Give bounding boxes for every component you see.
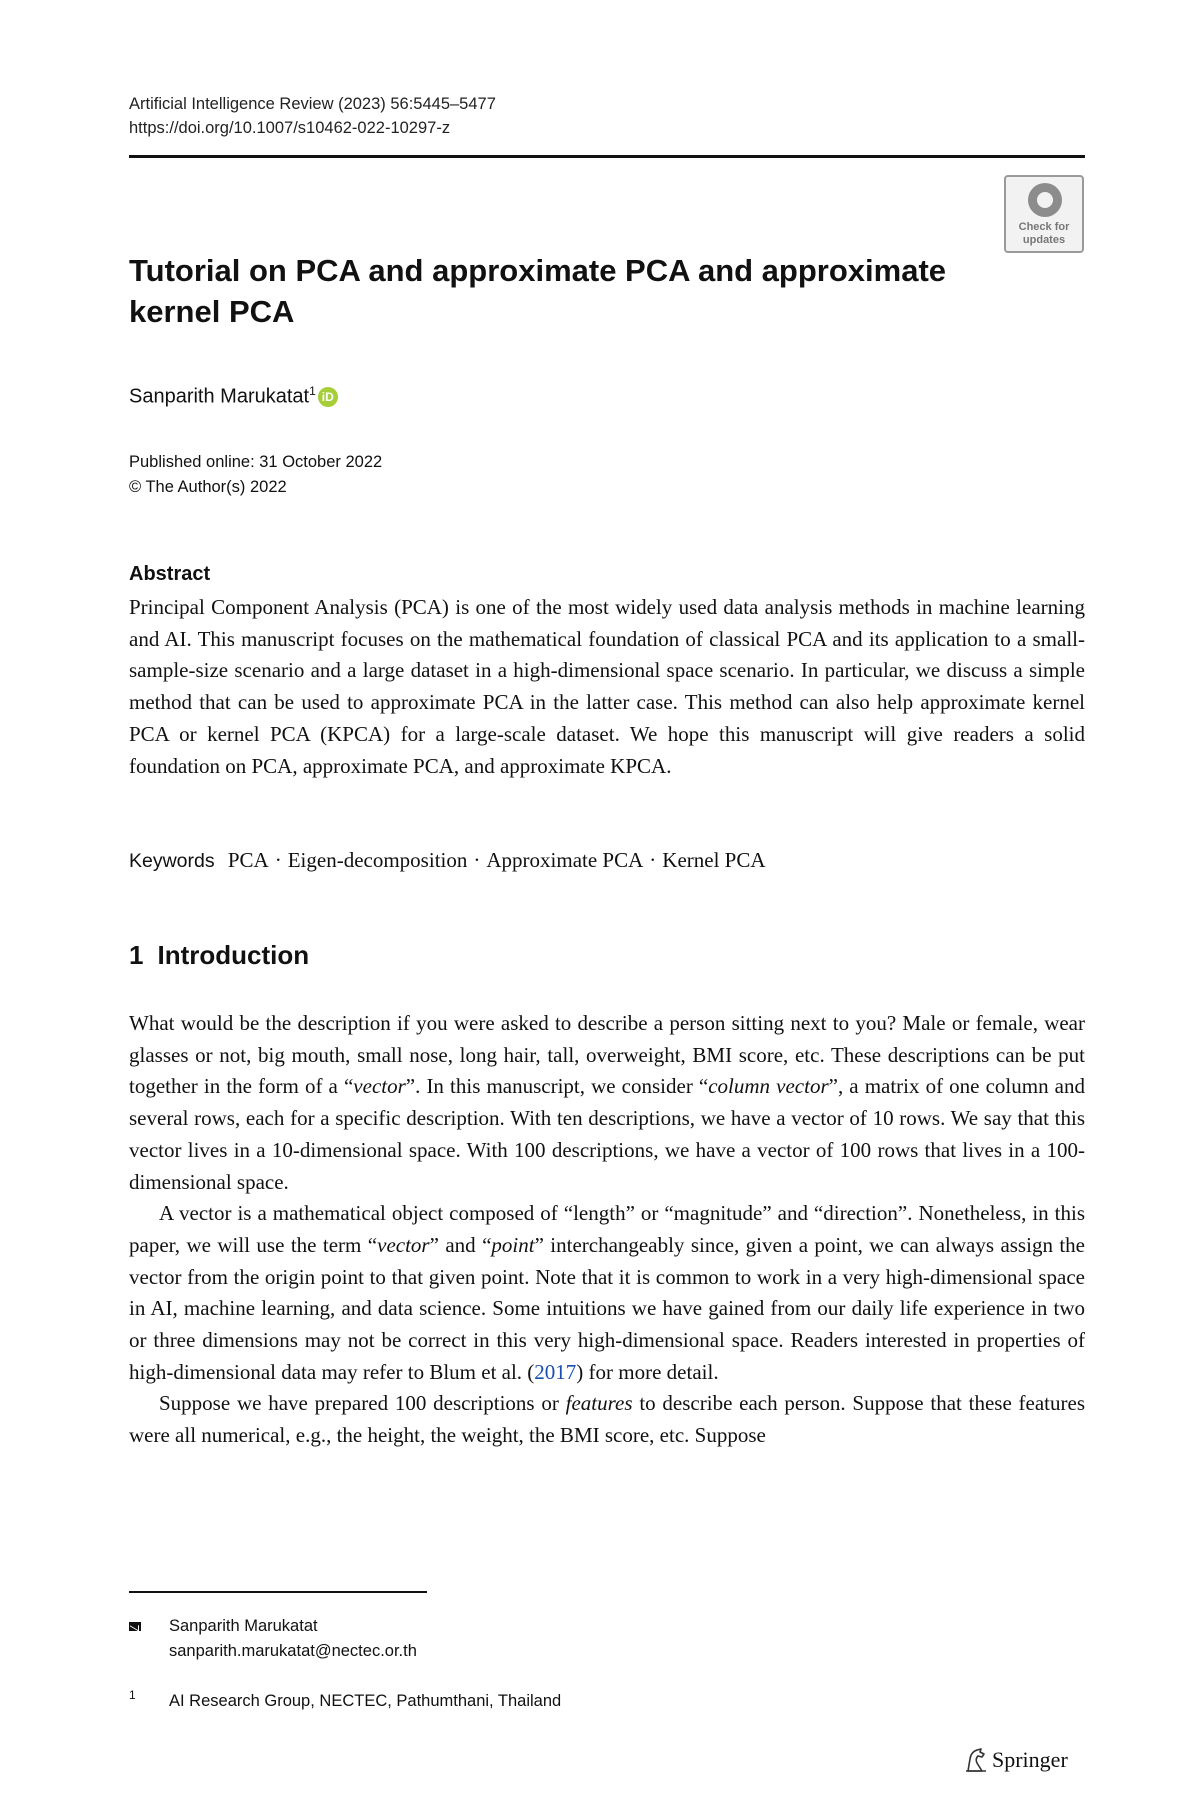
- section-heading: [129, 938, 309, 972]
- paper-title: Tutorial on PCA and approximate PCA and approximate kernel PCA: [129, 253, 947, 329]
- author-line: [129, 377, 338, 411]
- orcid-icon[interactable]: iD: [318, 387, 338, 407]
- header-rule: [129, 155, 1085, 158]
- author-affiliation-mark: 1: [309, 384, 316, 398]
- paragraph: Suppose we have prepared 100 descriptions or features to describe each person. Suppose that these features were all numerical, e.g., the height, the weight, the BMI score, etc. Suppose: [129, 1391, 1086, 1448]
- crossmark-icon: [1028, 183, 1062, 217]
- corresponding-author-footnote: [129, 1614, 417, 1664]
- abstract-text: Principal Component Analysis (PCA) is one of the most widely used data analysis methods in machine learning and AI. This manuscript focuses on the mathematical foundation of classical PCA and its application to a small-sample-size scenario and a large dataset in a high-dimensional space scenario. In particular, we discuss a simple method that can be used to approximate PCA in the latter case. This method can also help approximate kernel PCA or kernel PCA (KPCA) for a large-scale dataset. We hope this manuscript will give readers a solid foundation on PCA, approximate PCA, and approximate KPCA.: [129, 595, 1085, 778]
- envelope-icon: [129, 1622, 141, 1631]
- author-name[interactable]: Sanparith Marukatat: [129, 385, 310, 408]
- journal-citation: Artificial Intelligence Review (2023) 56:5445–5477: [129, 95, 496, 113]
- affiliation-footnote: [129, 1689, 561, 1714]
- copyright-notice: © The Author(s) 2022: [129, 478, 287, 496]
- publisher-name: Springer: [992, 1747, 1068, 1772]
- keyword-separator: ·: [649, 848, 657, 872]
- crossmark-badge[interactable]: [1004, 175, 1084, 253]
- corresponding-author-email[interactable]: sanparith.marukatat@nectec.or.th: [169, 1642, 417, 1660]
- citation-link[interactable]: 2017: [534, 1359, 577, 1384]
- publication-info: [129, 450, 382, 500]
- section-number: 1: [129, 940, 144, 970]
- body-text: [129, 1008, 1085, 1452]
- section-title: Introduction: [157, 940, 310, 970]
- keywords-label: Keywords: [129, 850, 215, 872]
- keyword-item: Approximate PCA: [486, 848, 644, 872]
- keywords: [129, 845, 766, 876]
- corresponding-author-name: Sanparith Marukatat: [169, 1617, 318, 1635]
- footnote-rule: [129, 1591, 427, 1593]
- keyword-separator: ·: [473, 848, 481, 872]
- abstract-heading: Abstract: [129, 563, 211, 585]
- publisher-logo: [964, 1747, 1068, 1777]
- keyword-separator: ·: [274, 848, 282, 872]
- running-head: [129, 92, 496, 140]
- affiliation-mark: 1: [129, 1688, 136, 1702]
- affiliation-text: AI Research Group, NECTEC, Pathumthani, Thailand: [169, 1692, 562, 1710]
- published-date: Published online: 31 October 2022: [129, 453, 383, 471]
- doi-link[interactable]: https://doi.org/10.1007/s10462-022-10297-z: [129, 119, 451, 137]
- springer-horse-icon: [964, 1747, 988, 1773]
- paragraph: A vector is a mathematical object composed of “length” or “magnitude” and “direction”. Nonetheless, in this paper, we will use the term “vector” and “point” interchangeably since, given a point, we can always assign the vector from the origin point to that given point. Note that it is common to work in a very high-dimensional space in AI, machine learning, and data science. Some intuitions we have gained from our daily life experience in two or three dimensions may not be correct in this very high-dimensional space. Readers interested in properties of high-dimensional data may refer to Blum et al. (2017) for more detail.: [129, 1201, 1086, 1384]
- keyword-item: Eigen-decomposition: [287, 848, 468, 872]
- keyword-item: PCA: [227, 848, 269, 872]
- paragraph: What would be the description if you were asked to describe a person sitting next to you? Male or female, wear glasses or not, big mouth, small nose, long hair, tall, overweight, BMI score, etc. These descriptions can be put together in the form of a “vector”. In this manuscript, we consider “column vector”, a matrix of one column and several rows, each for a specific description. With ten descriptions, we have a vector of 10 rows. We say that this vector lives in a 10-dimensional space. With 100 descriptions, we have a vector of 100 rows that lives in a 100-dimensional space.: [129, 1011, 1085, 1194]
- keyword-item: Kernel PCA: [662, 848, 766, 872]
- crossmark-label: Check for updates: [1018, 221, 1070, 246]
